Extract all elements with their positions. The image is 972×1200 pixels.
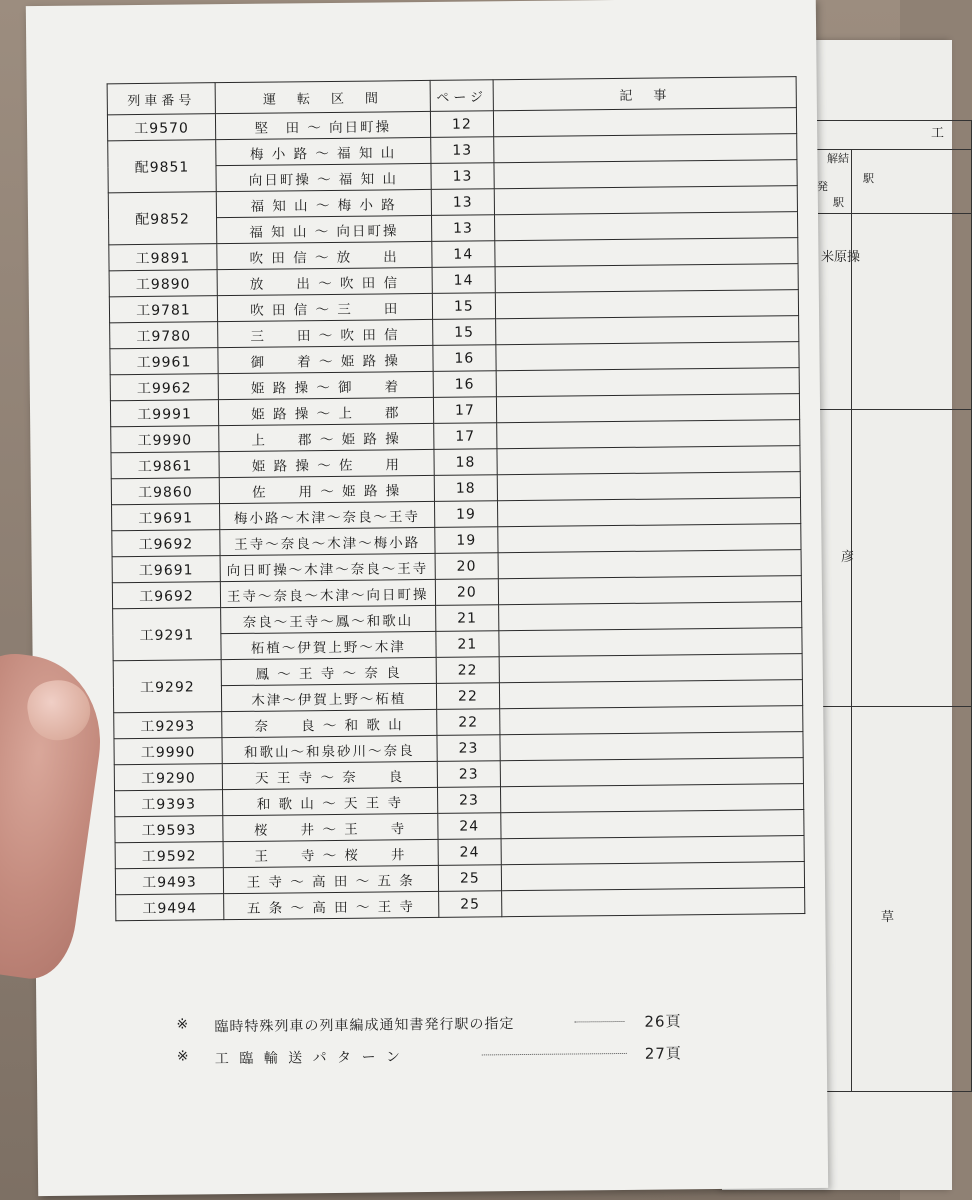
footnotes [176,1011,717,1081]
header-page: ページ [430,80,494,112]
footnote-page: 26頁 [644,1012,682,1031]
route-cell: 向日町操〜木津〜奈良〜王寺 [220,553,435,581]
route-cell: 姫 路 操 〜 御 着 [218,371,433,399]
route-cell: 桜 井 〜 王 寺 [223,813,438,841]
train-number-cell: 工9293 [114,712,222,739]
note-cell [494,160,797,189]
train-number-cell: 配9851 [108,140,217,193]
route-cell: 奈 良 〜 和 歌 山 [222,709,437,737]
note-cell [494,108,797,137]
note-cell [497,472,800,501]
footnote-mark: ※ [176,1016,189,1033]
route-cell: 王 寺 〜 桜 井 [223,839,438,867]
note-cell [494,134,797,163]
note-cell [499,628,802,657]
train-number-cell: 工9780 [110,322,218,349]
train-number-cell: 工9291 [113,608,222,661]
note-cell [497,420,800,449]
note-cell [494,186,797,215]
table-body [107,108,804,921]
page-cell: 24 [438,839,502,866]
train-number-cell: 工9592 [115,842,223,869]
page-cell: 16 [432,345,496,372]
page-cell: 25 [438,865,502,892]
note-cell [500,758,803,787]
note-cell [502,862,805,891]
note-cell [496,342,799,371]
route-cell: 佐 用 〜 姫 路 操 [219,475,434,503]
train-number-cell: 工9861 [111,452,219,479]
page-cell: 19 [434,527,498,554]
page-cell: 13 [430,137,494,164]
note-cell [497,446,800,475]
route-cell: 姫 路 操 〜 佐 用 [219,449,434,477]
route-cell: 奈良〜王寺〜鳳〜和歌山 [221,605,436,633]
right-page-col-release: 解結 [827,152,849,165]
route-cell: 木津〜伊賀上野〜柘植 [221,683,436,711]
note-cell [502,888,805,917]
page-cell: 25 [438,891,502,918]
route-cell: 上 郡 〜 姫 路 操 [219,423,434,451]
right-page-station-1: 米原操 [821,250,861,265]
train-number-cell: 工9570 [107,114,215,141]
note-cell [500,706,803,735]
page-cell: 12 [430,111,494,138]
page-cell: 14 [432,267,496,294]
train-number-cell: 工9990 [111,426,219,453]
route-cell: 王寺〜奈良〜木津〜梅小路 [220,527,435,555]
train-number-cell: 工9860 [111,478,219,505]
route-cell: 吹 田 信 〜 三 田 [217,293,432,321]
note-cell [495,264,798,293]
train-index-table [107,76,806,921]
footnote-2 [177,1043,717,1081]
right-page-header: 工 [931,126,945,141]
note-cell [501,784,804,813]
note-cell [498,550,801,579]
route-cell: 向日町操 〜 福 知 山 [216,163,431,191]
route-cell: 吹 田 信 〜 放 出 [217,241,432,269]
route-cell: 堅 田 〜 向日町操 [215,111,430,139]
page-cell: 22 [436,683,500,710]
footnote-page: 27頁 [644,1044,682,1063]
train-number-cell: 工9494 [116,894,224,921]
page-cell: 20 [435,553,499,580]
page-cell: 15 [432,293,496,320]
page-cell: 13 [430,163,494,190]
page-cell: 21 [435,605,499,632]
note-cell [497,394,800,423]
train-number-cell: 工9393 [115,790,223,817]
page-cell: 18 [434,475,498,502]
train-number-cell: 工9593 [115,816,223,843]
page-cell: 22 [436,709,500,736]
note-cell [501,810,804,839]
route-cell: 姫 路 操 〜 上 郡 [218,397,433,425]
route-cell: 王 寺 〜 高 田 〜 五 条 [223,865,438,893]
footnote-text: 工 臨 輸 送 パ タ ー ン [214,1049,404,1068]
note-cell [496,316,799,345]
note-cell [501,836,804,865]
route-cell: 和 歌 山 〜 天 王 寺 [223,787,438,815]
route-cell: 御 着 〜 姫 路 操 [218,345,433,373]
page-cell: 16 [433,371,497,398]
header-note: 記 事 [493,77,796,111]
right-page-col-depart: 発 [817,180,828,193]
train-number-cell: 工9891 [109,244,217,271]
right-page-station-2: 彦 [841,550,855,565]
page-cell: 15 [432,319,496,346]
train-number-cell: 工9493 [115,868,223,895]
page-cell: 13 [431,215,495,242]
footnote-mark: ※ [176,1048,189,1065]
train-number-cell: 工9781 [109,296,217,323]
note-cell [499,576,802,605]
note-cell [499,602,802,631]
train-number-cell: 工9991 [110,400,218,427]
route-cell: 天 王 寺 〜 奈 良 [222,761,437,789]
route-cell: 五 条 〜 高 田 〜 王 寺 [224,891,439,919]
page-cell: 23 [437,787,501,814]
route-cell: 福 知 山 〜 梅 小 路 [216,189,431,217]
train-number-cell: 配9852 [108,192,217,245]
page-cell: 13 [431,189,495,216]
note-cell [500,732,803,761]
note-cell [495,212,798,241]
train-number-cell: 工9692 [112,530,220,557]
right-page-col-station-b: 駅 [833,196,844,209]
note-cell [500,680,803,709]
leader-dots [574,1021,624,1023]
right-page-col-station-a: 駅 [863,172,874,185]
route-cell: 鳳 〜 王 寺 〜 奈 良 [221,657,436,685]
route-cell: 放 出 〜 吹 田 信 [217,267,432,295]
page-cell: 20 [435,579,499,606]
route-cell: 梅小路〜木津〜奈良〜王寺 [220,501,435,529]
right-page-station-3: 草 [881,910,895,925]
page-cell: 24 [437,813,501,840]
page-cell: 14 [431,241,495,268]
footnote-text: 臨時特殊列車の列車編成通知書発行駅の指定 [214,1016,515,1036]
page-cell: 19 [434,501,498,528]
note-cell [495,238,798,267]
route-cell: 王寺〜奈良〜木津〜向日町操 [220,579,435,607]
note-cell [498,498,801,527]
header-section: 運 転 区 間 [215,80,430,113]
page-cell: 22 [436,657,500,684]
train-number-cell: 工9691 [112,556,220,583]
train-number-cell: 工9692 [112,582,220,609]
route-cell: 梅 小 路 〜 福 知 山 [216,137,431,165]
route-cell: 福 知 山 〜 向日町操 [217,215,432,243]
page-cell: 23 [437,761,501,788]
page-cell: 21 [435,631,499,658]
note-cell [496,290,799,319]
train-number-cell: 工9961 [110,348,218,375]
train-number-cell: 工9290 [114,764,222,791]
route-cell: 柘植〜伊賀上野〜木津 [221,631,436,659]
note-cell [499,654,802,683]
train-number-cell: 工9292 [113,660,222,713]
document-page [26,0,828,1196]
route-cell: 和歌山〜和泉砂川〜奈良 [222,735,437,763]
page-cell: 23 [436,735,500,762]
page-cell: 17 [433,423,497,450]
page-cell: 18 [433,449,497,476]
route-cell: 三 田 〜 吹 田 信 [218,319,433,347]
train-number-cell: 工9990 [114,738,222,765]
note-cell [498,524,801,553]
page-cell: 17 [433,397,497,424]
train-number-cell: 工9962 [110,374,218,401]
note-cell [496,368,799,397]
train-number-cell: 工9890 [109,270,217,297]
leader-dots [482,1053,627,1056]
header-train-number: 列車番号 [107,83,215,115]
train-number-cell: 工9691 [112,504,220,531]
